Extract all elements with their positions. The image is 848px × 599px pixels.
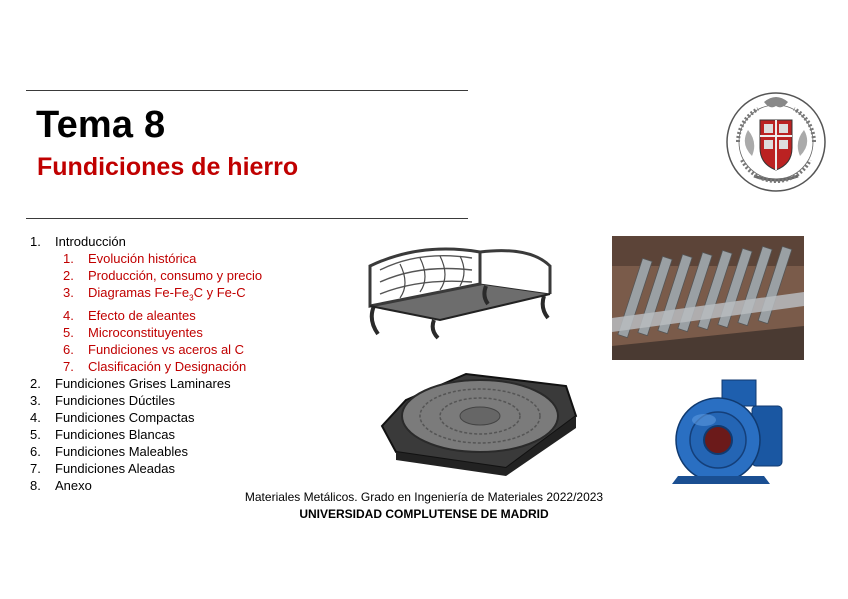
toc-number: 2.: [63, 268, 74, 283]
toc-number: 4.: [30, 409, 41, 425]
toc-subitem: [63, 250, 262, 267]
toc-item: [30, 443, 262, 460]
footer-university: UNIVERSIDAD COMPLUTENSE DE MADRID: [299, 507, 549, 521]
toc-label: Fundiciones Grises Laminares: [55, 375, 231, 391]
bottom-rule: [26, 218, 468, 219]
toc-item: [30, 392, 262, 409]
footer-course: Materiales Metálicos. Grado en Ingeniería de Materiales 2022/2023: [244, 490, 604, 504]
toc-subitem: [63, 267, 262, 284]
toc-number: 7.: [30, 460, 41, 476]
top-rule: [26, 90, 468, 91]
toc-number: 7.: [63, 358, 74, 374]
toc-label: [88, 284, 246, 307]
toc-label: Fundiciones Aleadas: [55, 460, 175, 476]
toc-number: 1.: [63, 251, 74, 266]
toc-label: Fundiciones Blancas: [55, 426, 175, 442]
toc-number: 1.: [30, 234, 41, 249]
toc-label: Fundiciones vs aceros al C: [88, 341, 245, 357]
toc-item: [30, 426, 262, 443]
toc-label: Fundiciones Compactas: [55, 409, 195, 425]
toc-item: [30, 375, 262, 392]
toc-number: 6.: [63, 341, 74, 357]
table-of-contents: [30, 233, 262, 494]
toc-label: Clasificación y Designación: [88, 358, 247, 374]
toc-number: 5.: [30, 426, 41, 442]
footer: [0, 489, 848, 523]
toc-item-introduccion: [30, 233, 262, 250]
toc-number: 4.: [63, 307, 74, 323]
toc-number: 8.: [30, 477, 41, 493]
toc-number: 3.: [30, 392, 41, 408]
toc-number: 5.: [63, 324, 74, 340]
page-subtitle: Fundiciones de hierro: [37, 153, 299, 181]
toc-label: Microconstituyentes: [88, 324, 203, 340]
toc-label: Efecto de aleantes: [88, 307, 196, 323]
blue-pump-photo: [660, 376, 784, 488]
toc-subitem: [63, 324, 262, 341]
university-seal-icon: [724, 90, 828, 194]
manhole-cover-photo: [376, 360, 586, 476]
toc-label-subscript: 3: [189, 293, 194, 303]
page-title: Tema 8: [36, 104, 166, 146]
toc-label: Anexo: [55, 477, 92, 493]
toc-subitem: [63, 341, 262, 358]
toc-number: 3.: [63, 285, 74, 300]
toc-subitem: [63, 284, 262, 307]
toc-item: [30, 460, 262, 477]
toc-label-pre: Diagramas Fe-Fe: [88, 285, 190, 300]
cast-iron-parts-photo: [612, 236, 804, 360]
cast-iron-bench-photo: [360, 236, 560, 340]
toc-item: [30, 409, 262, 426]
toc-label: Introducción: [55, 234, 126, 249]
toc-number: 2.: [30, 375, 41, 391]
toc-number: 6.: [30, 443, 41, 459]
toc-label-post: C y Fe-C: [193, 285, 246, 300]
toc-subitem: [63, 358, 262, 375]
toc-subitem: [63, 307, 262, 324]
toc-subitems: [30, 250, 262, 375]
toc-label: Fundiciones Maleables: [55, 443, 188, 459]
toc-label: Producción, consumo y precio: [88, 268, 263, 283]
toc-label: Evolución histórica: [88, 251, 197, 266]
toc-label: Fundiciones Dúctiles: [55, 392, 175, 408]
